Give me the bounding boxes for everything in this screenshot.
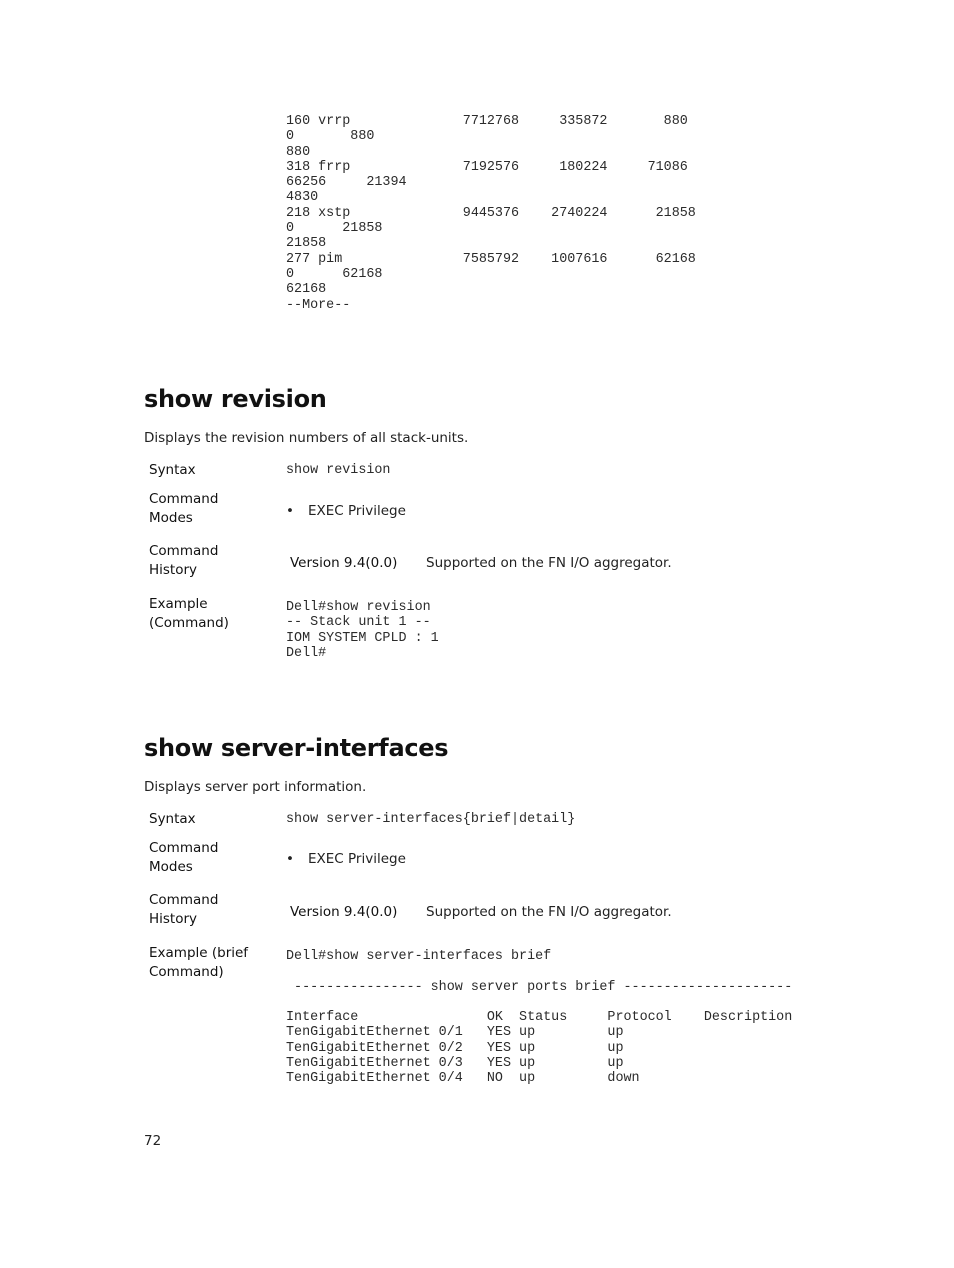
example-output-table: Interface OK Status Protocol Description TenGigabitEthernet 0/1 YES up up TenGigabitEthernet 0/2 YES up up TenGigabitEthernet 0/3 YES up up TenGigabitEthernet 0/4 NO up down — [286, 1010, 793, 1087]
cli-output-continuation: 160 vrrp 7712768 335872 880 0 880 880 318 frrp 7192576 180224 71086 66256 21394 4830 218 xstp 9445376 2740224 21858 0 21858 21858 277 pim 7585792 1007616 62168 0 62168 62168 --More-- — [286, 114, 696, 313]
bullet-icon: • — [286, 503, 294, 519]
example-code: Dell#show revision -- Stack unit 1 -- IOM SYSTEM CPLD : 1 Dell# — [286, 600, 439, 661]
page-number: 72 — [144, 1133, 162, 1149]
example-command: Dell#show server-interfaces brief — [286, 949, 552, 964]
section-title-show-server-interfaces: show server-interfaces — [144, 734, 449, 762]
history-version: Version 9.4(0.0) — [290, 904, 398, 920]
section-description: Displays server port information. — [144, 779, 367, 795]
command-mode-item: • EXEC Privilege — [286, 503, 406, 519]
command-history-label: Command History — [149, 892, 219, 927]
history-version: Version 9.4(0.0) — [290, 555, 398, 571]
syntax-label: Syntax — [149, 811, 196, 827]
syntax-value: show server-interfaces{brief|detail} — [286, 812, 576, 827]
syntax-label: Syntax — [149, 462, 196, 478]
example-label: Example (Command) — [149, 596, 229, 631]
example-label: Example (brief Command) — [149, 945, 249, 980]
command-modes-label: Command Modes — [149, 840, 219, 875]
command-history-label: Command History — [149, 543, 219, 578]
command-modes-label: Command Modes — [149, 491, 219, 526]
command-mode-item: • EXEC Privilege — [286, 851, 406, 867]
example-banner: ---------------- show server ports brief --------------------- — [286, 980, 793, 995]
syntax-value: show revision — [286, 463, 391, 478]
section-title-show-revision: show revision — [144, 385, 327, 413]
history-description: Supported on the FN I/O aggregator. — [426, 904, 672, 920]
bullet-icon: • — [286, 851, 294, 867]
history-description: Supported on the FN I/O aggregator. — [426, 555, 672, 571]
section-description: Displays the revision numbers of all stack-units. — [144, 430, 469, 446]
